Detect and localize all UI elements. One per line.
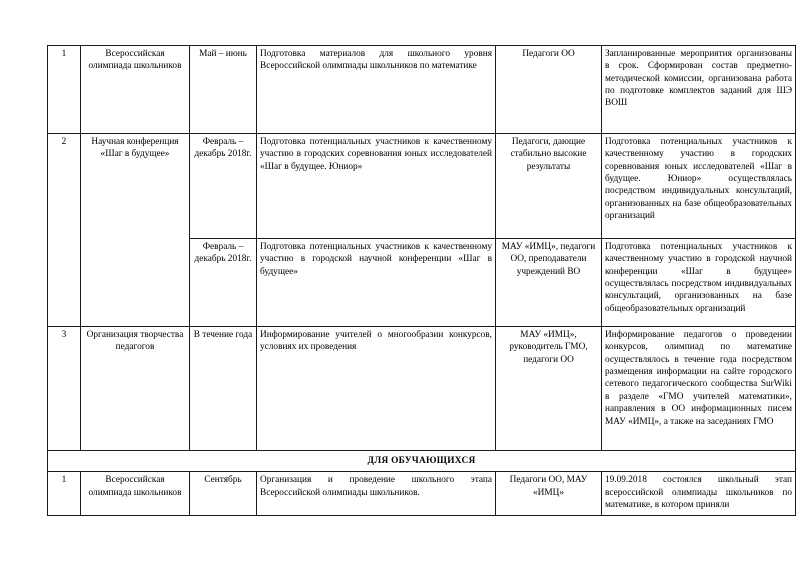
cell-event: Всероссийская олимпиада школьников — [81, 472, 190, 516]
cell-result: Информирование педагогов о проведении конкурсов, олимпиад по математике осуществлялось в течение года посредством размещения информации на сайте городского сетевого педагогического сообщества SurWiki в разделе «ГМО учителей математики», направления в ОО информационных писем МАУ «ИМЦ», а также на заседаниях ГМО — [602, 327, 796, 451]
table-row — [48, 327, 796, 451]
activities-table — [47, 45, 796, 516]
cell-date: Февраль – декабрь 2018г. — [190, 239, 257, 327]
cell-description: Организация и проведение школьного этапа Всероссийской олимпиады школьников. — [257, 472, 496, 516]
table-row — [48, 134, 796, 239]
section-header-row — [48, 451, 796, 472]
cell-event: Научная конференция «Шаг в будущее» — [81, 134, 190, 327]
cell-number: 1 — [48, 46, 81, 134]
table-body — [48, 46, 796, 516]
cell-date: Февраль – декабрь 2018г. — [190, 134, 257, 239]
cell-number: 2 — [48, 134, 81, 327]
cell-event: Всероссийская олимпиада школьников — [81, 46, 190, 134]
cell-result: Запланированные мероприятия организованы в срок. Сформирован состав предметно-методической комиссии, организована работа по подготовке комплектов заданий для ШЭ ВОШ — [602, 46, 796, 134]
cell-responsible: Педагоги ОО — [496, 46, 602, 134]
cell-description: Подготовка потенциальных участников к качественному участию в городских соревнования юных исследователей «Шаг в будущее. Юниор» — [257, 134, 496, 239]
cell-result: Подготовка потенциальных участников к качественному участию в городской научной конференции «Шаг в будущее» осуществлялась посредством индивидуальных консультаций, организованных на базе общеобразовательных организаций — [602, 239, 796, 327]
cell-responsible: МАУ «ИМЦ», педагоги ОО, преподаватели учреждений ВО — [496, 239, 602, 327]
cell-date: В течение года — [190, 327, 257, 451]
cell-number: 3 — [48, 327, 81, 451]
table-row — [48, 46, 796, 134]
cell-responsible: Педагоги ОО, МАУ «ИМЦ» — [496, 472, 602, 516]
cell-description: Подготовка материалов для школьного уровня Всероссийской олимпиады школьников по математике — [257, 46, 496, 134]
section-title: ДЛЯ ОБУЧАЮЩИХСЯ — [48, 451, 796, 472]
cell-result: 19.09.2018 состоялся школьный этап всероссийской олимпиады школьников по математике, в котором приняли — [602, 472, 796, 516]
cell-description: Информирование учителей о многообразии конкурсов, условиях их проведения — [257, 327, 496, 451]
cell-date: Сентябрь — [190, 472, 257, 516]
cell-responsible: Педагоги, дающие стабильно высокие результаты — [496, 134, 602, 239]
cell-event: Организация творчества педагогов — [81, 327, 190, 451]
cell-number: 1 — [48, 472, 81, 516]
cell-description: Подготовка потенциальных участников к качественному участию в городской научной конференции «Шаг в будущее» — [257, 239, 496, 327]
cell-responsible: МАУ «ИМЦ», руководитель ГМО, педагоги ОО — [496, 327, 602, 451]
cell-result: Подготовка потенциальных участников к качественному участию в городских соревнования юных исследователей «Шаг в будущее. Юниор» осуществлялась посредством индивидуальных консультаций, организованных на базе общеобразовательных организаций — [602, 134, 796, 239]
table-row — [48, 472, 796, 516]
cell-date: Май – июнь — [190, 46, 257, 134]
